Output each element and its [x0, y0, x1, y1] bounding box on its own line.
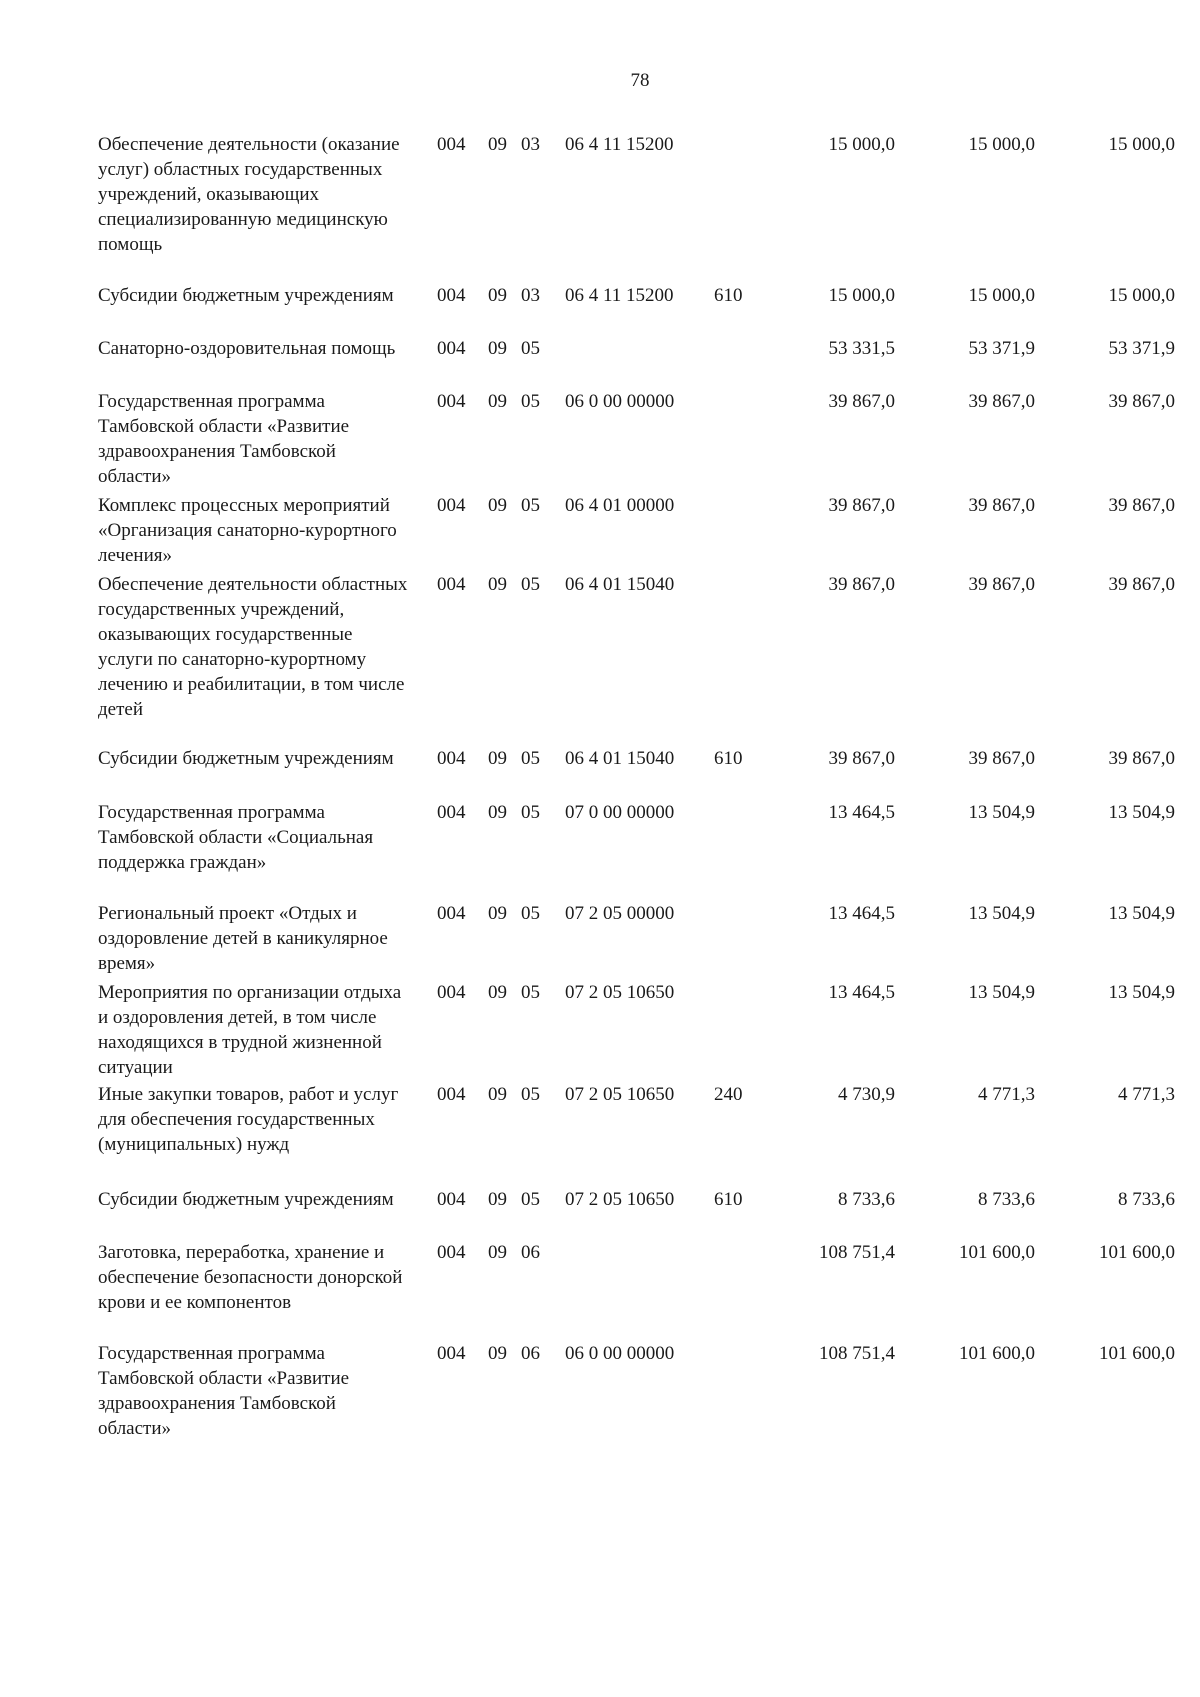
target-article-code: 06 4 01 15040 [565, 748, 675, 769]
amount-year-3: 15 000,0 [1108, 285, 1175, 306]
section-code: 09 [488, 903, 507, 924]
amount-year-2: 13 504,9 [968, 903, 1035, 924]
section-code: 09 [488, 1343, 507, 1364]
amount-year-2: 8 733,6 [978, 1189, 1035, 1210]
subsection-code: 05 [521, 338, 540, 359]
section-code: 09 [488, 495, 507, 516]
amount-year-3: 13 504,9 [1108, 982, 1175, 1003]
target-article-code: 07 2 05 10650 [565, 982, 675, 1003]
amount-year-3: 101 600,0 [1099, 1343, 1175, 1364]
row-description: Комплекс процессных мероприятий «Организация санаторно-курортного лечения» [98, 495, 397, 566]
subsection-code: 06 [521, 1242, 540, 1263]
section-code: 09 [488, 748, 507, 769]
amount-year-2: 101 600,0 [959, 1343, 1035, 1364]
admin-code: 004 [437, 285, 466, 306]
section-code: 09 [488, 1084, 507, 1105]
amount-year-2: 15 000,0 [968, 134, 1035, 155]
amount-year-1: 53 331,5 [828, 338, 895, 359]
target-article-code: 07 0 00 00000 [565, 802, 675, 823]
expense-type-code: 610 [714, 285, 743, 306]
section-code: 09 [488, 285, 507, 306]
subsection-code: 05 [521, 574, 540, 595]
amount-year-2: 13 504,9 [968, 982, 1035, 1003]
amount-year-3: 39 867,0 [1108, 391, 1175, 412]
row-description: Государственная программа Тамбовской области «Развитие здравоохранения Тамбовской области» [98, 1343, 350, 1439]
expense-type-code: 240 [714, 1084, 743, 1105]
amount-year-1: 108 751,4 [819, 1343, 895, 1364]
admin-code: 004 [437, 391, 466, 412]
admin-code: 004 [437, 574, 466, 595]
section-code: 09 [488, 1189, 507, 1210]
admin-code: 004 [437, 338, 466, 359]
admin-code: 004 [437, 1189, 466, 1210]
row-description: Субсидии бюджетным учреждениям [98, 1189, 394, 1210]
target-article-code: 06 4 01 00000 [565, 495, 675, 516]
target-article-code: 06 4 11 15200 [565, 134, 674, 155]
amount-year-3: 15 000,0 [1108, 134, 1175, 155]
subsection-code: 05 [521, 495, 540, 516]
row-description: Мероприятия по организации отдыха и оздоровления детей, в том числе находящихся в трудной жизненной ситуации [98, 982, 402, 1078]
amount-year-3: 8 733,6 [1118, 1189, 1175, 1210]
row-description: Региональный проект «Отдых и оздоровление детей в каникулярное время» [98, 903, 388, 974]
section-code: 09 [488, 338, 507, 359]
target-article-code: 06 0 00 00000 [565, 391, 675, 412]
row-description: Субсидии бюджетным учреждениям [98, 748, 394, 769]
subsection-code: 05 [521, 982, 540, 1003]
subsection-code: 03 [521, 285, 540, 306]
subsection-code: 05 [521, 1189, 540, 1210]
amount-year-1: 39 867,0 [828, 748, 895, 769]
amount-year-1: 13 464,5 [828, 982, 895, 1003]
amount-year-2: 101 600,0 [959, 1242, 1035, 1263]
admin-code: 004 [437, 1084, 466, 1105]
amount-year-1: 13 464,5 [828, 903, 895, 924]
target-article-code: 06 0 00 00000 [565, 1343, 675, 1364]
target-article-code: 07 2 05 10650 [565, 1084, 675, 1105]
row-description: Заготовка, переработка, хранение и обеспечение безопасности донорской крови и ее компонентов [98, 1242, 403, 1313]
amount-year-2: 39 867,0 [968, 574, 1035, 595]
row-description: Иные закупки товаров, работ и услуг для обеспечения государственных (муниципальных) нужд [98, 1084, 399, 1155]
amount-year-3: 13 504,9 [1108, 802, 1175, 823]
amount-year-3: 4 771,3 [1118, 1084, 1175, 1105]
amount-year-3: 13 504,9 [1108, 903, 1175, 924]
admin-code: 004 [437, 748, 466, 769]
admin-code: 004 [437, 802, 466, 823]
admin-code: 004 [437, 1343, 466, 1364]
amount-year-2: 53 371,9 [968, 338, 1035, 359]
amount-year-1: 39 867,0 [828, 574, 895, 595]
section-code: 09 [488, 982, 507, 1003]
section-code: 09 [488, 134, 507, 155]
admin-code: 004 [437, 495, 466, 516]
subsection-code: 06 [521, 1343, 540, 1364]
target-article-code: 07 2 05 00000 [565, 903, 675, 924]
amount-year-1: 8 733,6 [838, 1189, 895, 1210]
subsection-code: 05 [521, 748, 540, 769]
admin-code: 004 [437, 134, 466, 155]
amount-year-2: 4 771,3 [978, 1084, 1035, 1105]
amount-year-3: 39 867,0 [1108, 574, 1175, 595]
amount-year-1: 15 000,0 [828, 285, 895, 306]
amount-year-1: 13 464,5 [828, 802, 895, 823]
subsection-code: 03 [521, 134, 540, 155]
target-article-code: 07 2 05 10650 [565, 1189, 675, 1210]
amount-year-1: 4 730,9 [838, 1084, 895, 1105]
expense-type-code: 610 [714, 1189, 743, 1210]
amount-year-3: 53 371,9 [1108, 338, 1175, 359]
amount-year-3: 39 867,0 [1108, 495, 1175, 516]
amount-year-2: 39 867,0 [968, 391, 1035, 412]
row-description: Государственная программа Тамбовской области «Развитие здравоохранения Тамбовской области» [98, 391, 350, 487]
amount-year-2: 39 867,0 [968, 748, 1035, 769]
subsection-code: 05 [521, 802, 540, 823]
section-code: 09 [488, 802, 507, 823]
row-description: Субсидии бюджетным учреждениям [98, 285, 394, 306]
subsection-code: 05 [521, 391, 540, 412]
amount-year-3: 39 867,0 [1108, 748, 1175, 769]
target-article-code: 06 4 01 15040 [565, 574, 675, 595]
section-code: 09 [488, 1242, 507, 1263]
amount-year-2: 15 000,0 [968, 285, 1035, 306]
amount-year-3: 101 600,0 [1099, 1242, 1175, 1263]
row-description: Государственная программа Тамбовской области «Социальная поддержка граждан» [98, 802, 374, 873]
amount-year-1: 39 867,0 [828, 495, 895, 516]
admin-code: 004 [437, 903, 466, 924]
section-code: 09 [488, 391, 507, 412]
expense-type-code: 610 [714, 748, 743, 769]
amount-year-1: 39 867,0 [828, 391, 895, 412]
admin-code: 004 [437, 982, 466, 1003]
amount-year-2: 39 867,0 [968, 495, 1035, 516]
subsection-code: 05 [521, 1084, 540, 1105]
section-code: 09 [488, 574, 507, 595]
amount-year-1: 108 751,4 [819, 1242, 895, 1263]
amount-year-1: 15 000,0 [828, 134, 895, 155]
row-description: Обеспечение деятельности (оказание услуг) областных государственных учреждений, оказывающих специализированную медицинскую помощь [98, 134, 400, 255]
amount-year-2: 13 504,9 [968, 802, 1035, 823]
target-article-code: 06 4 11 15200 [565, 285, 674, 306]
row-description: Санаторно-оздоровительная помощь [98, 338, 396, 359]
admin-code: 004 [437, 1242, 466, 1263]
page-number: 78 [630, 70, 650, 91]
subsection-code: 05 [521, 903, 540, 924]
row-description: Обеспечение деятельности областных государственных учреждений, оказывающих государственные услуги по санаторно-курортному лечению и реабилитации, в том числе детей [98, 574, 408, 720]
